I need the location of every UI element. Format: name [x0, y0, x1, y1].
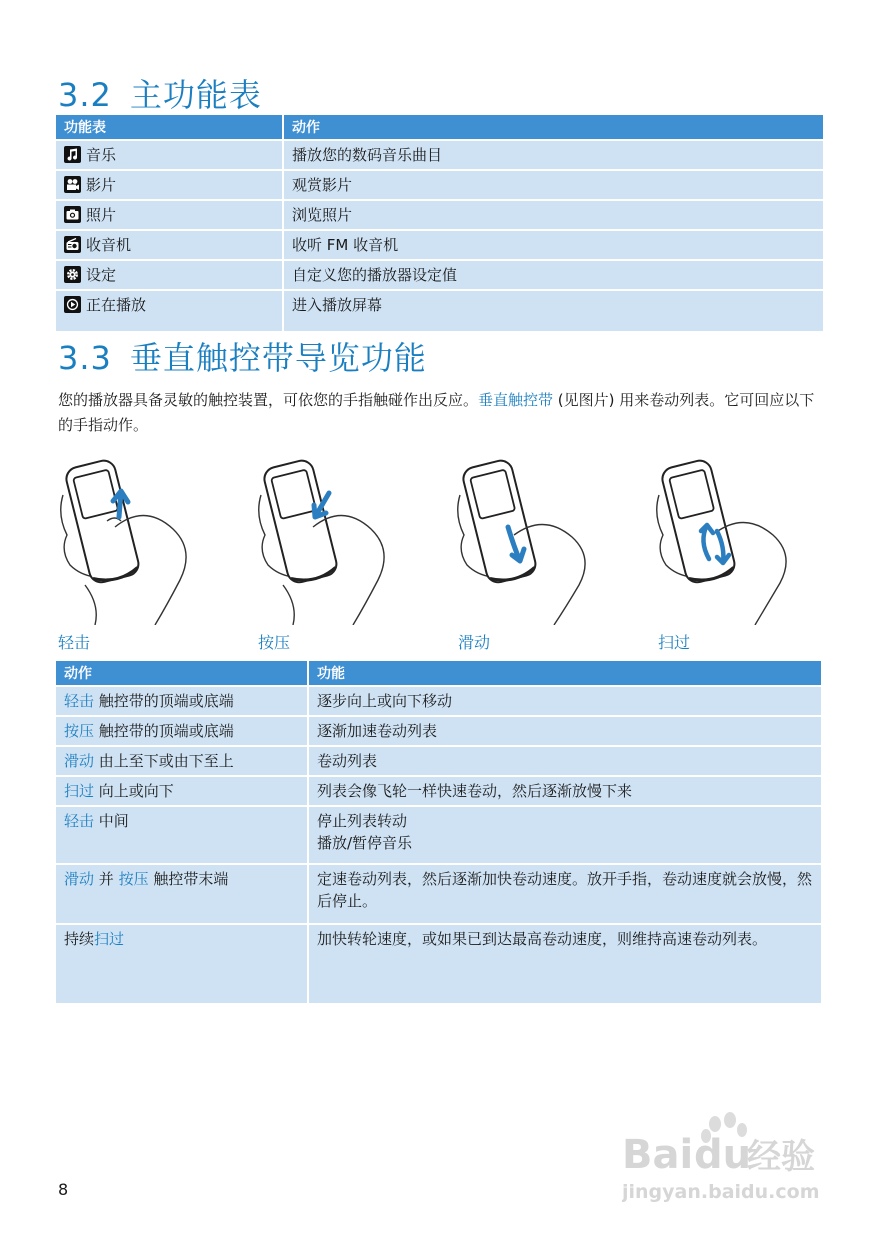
menu-name-cell: [56, 200, 283, 230]
gesture-action-cell: [56, 776, 308, 806]
gesture-text: 向上或向下: [94, 782, 174, 800]
gesture-text: 并: [94, 870, 119, 888]
gesture-label-tap: 轻击: [58, 633, 91, 652]
gesture-function-cell: 定速卷动列表，然后逐渐加快卷动速度。放开手指，卷动速度就会放慢，然后停止。: [308, 864, 821, 924]
gesture-function-cell: 逐步向上或向下移动: [308, 686, 821, 716]
gesture-action-cell: [56, 806, 308, 864]
swipe-gesture-icon: [651, 455, 801, 625]
gesture-text: 触控带的顶端或底端: [94, 692, 234, 710]
table-row: [56, 864, 821, 924]
table-row: [56, 924, 821, 1003]
menu-name: 收音机: [86, 236, 132, 254]
menu-name: 设定: [86, 266, 117, 284]
gesture-function-cell: 停止列表转动 播放/暂停音乐: [308, 806, 821, 864]
menu-name: 音乐: [86, 146, 117, 164]
watermark-brand-cn: 经验: [747, 1137, 815, 1177]
menu-action-cell: 观赏影片: [283, 170, 823, 200]
gesture-keyword: 滑动: [64, 870, 95, 888]
gesture-keyword: 按压: [64, 722, 95, 740]
gesture-table: [56, 661, 821, 1003]
music-note-icon: [64, 146, 81, 163]
table-row: [56, 806, 821, 864]
tap-gesture-illustration: [55, 455, 205, 625]
section-number: 3.2: [58, 76, 112, 114]
gesture-text: 中间: [94, 812, 129, 830]
tap-gesture-icon: [55, 455, 205, 625]
gesture-keyword: 按压: [118, 870, 149, 888]
menu-name: 照片: [86, 206, 117, 224]
gesture-label-swipe: 扫过: [658, 633, 691, 652]
column-header-action: 动作: [56, 661, 308, 686]
gesture-keyword: 扫过: [94, 930, 125, 948]
menu-name-cell: [56, 290, 283, 331]
intro-paragraph: [58, 388, 818, 438]
main-menu-table: [56, 115, 823, 331]
watermark-brand-2: du: [694, 1132, 752, 1178]
section-title-touch-strip: [58, 333, 427, 379]
gesture-text: 触控带的顶端或底端: [94, 722, 234, 740]
gear-icon: [64, 266, 81, 283]
gesture-keyword: 扫过: [64, 782, 95, 800]
table-row: [56, 776, 821, 806]
swipe-gesture-illustration: [651, 455, 801, 625]
intro-text-end: (见图片) 用来卷动列表。它可回应以下的手指动作。: [58, 391, 815, 434]
menu-action-cell: 收听 FM 收音机: [283, 230, 823, 260]
column-header-menu: 功能表: [56, 115, 283, 140]
watermark-url: jingyan.baidu.com: [622, 1181, 820, 1203]
page-number: 8: [58, 1180, 69, 1199]
menu-action-cell: 自定义您的播放器设定值: [283, 260, 823, 290]
table-row: [56, 716, 821, 746]
table-row: [56, 140, 823, 170]
table-row: [56, 260, 823, 290]
watermark-brand: Bai: [622, 1132, 694, 1178]
radio-icon: [64, 236, 81, 253]
gesture-action-cell: [56, 924, 308, 1003]
section-title-text: 主功能表: [129, 76, 262, 114]
menu-name-cell: [56, 230, 283, 260]
gesture-keyword: 轻击: [64, 812, 95, 830]
menu-action-cell: 播放您的数码音乐曲目: [283, 140, 823, 170]
intro-text: 您的播放器具备灵敏的触控装置，可依您的手指触碰作出反应。: [58, 391, 479, 409]
gesture-function-cell: 卷动列表: [308, 746, 821, 776]
gesture-keyword: 轻击: [64, 692, 95, 710]
baidu-watermark: [622, 1110, 822, 1205]
section-number: 3.3: [58, 339, 112, 377]
intro-highlight: 垂直触控带: [478, 391, 554, 409]
gesture-function-cell: 加快转轮速度，或如果已到达最高卷动速度，则维持高速卷动列表。: [308, 924, 821, 1003]
menu-name-cell: [56, 140, 283, 170]
gesture-text: 持续: [64, 930, 95, 948]
gesture-keyword: 滑动: [64, 752, 95, 770]
table-row: [56, 230, 823, 260]
gesture-text: 由上至下或由下至上: [94, 752, 234, 770]
menu-name-cell: [56, 170, 283, 200]
menu-action-cell: 进入播放屏幕: [283, 290, 823, 331]
menu-name: 影片: [86, 176, 117, 194]
gesture-action-cell: [56, 686, 308, 716]
gesture-function-cell: 逐渐加速卷动列表: [308, 716, 821, 746]
gesture-action-cell: [56, 716, 308, 746]
table-row: [56, 686, 821, 716]
gesture-text: 触控带末端: [148, 870, 229, 888]
table-row: [56, 170, 823, 200]
slide-gesture-icon: [452, 455, 602, 625]
table-row: [56, 290, 823, 331]
column-header-action: 动作: [283, 115, 823, 140]
press-gesture-icon: [253, 455, 403, 625]
section-title-text: 垂直触控带导览功能: [129, 339, 427, 377]
menu-name-cell: [56, 260, 283, 290]
photo-camera-icon: [64, 206, 81, 223]
press-gesture-illustration: [253, 455, 403, 625]
play-circle-icon: [64, 296, 81, 313]
menu-name: 正在播放: [86, 296, 147, 314]
menu-action-cell: 浏览照片: [283, 200, 823, 230]
gesture-action-cell: [56, 864, 308, 924]
gesture-label-slide: 滑动: [458, 633, 491, 652]
gesture-label-press: 按压: [258, 633, 291, 652]
gesture-action-cell: [56, 746, 308, 776]
section-title-main-menu: [58, 70, 262, 116]
video-camera-icon: [64, 176, 81, 193]
table-header-row: [56, 115, 823, 140]
table-header-row: [56, 661, 821, 686]
table-row: [56, 746, 821, 776]
slide-gesture-illustration: [452, 455, 602, 625]
column-header-function: 功能: [308, 661, 821, 686]
gesture-function-cell: 列表会像飞轮一样快速卷动，然后逐渐放慢下来: [308, 776, 821, 806]
table-row: [56, 200, 823, 230]
